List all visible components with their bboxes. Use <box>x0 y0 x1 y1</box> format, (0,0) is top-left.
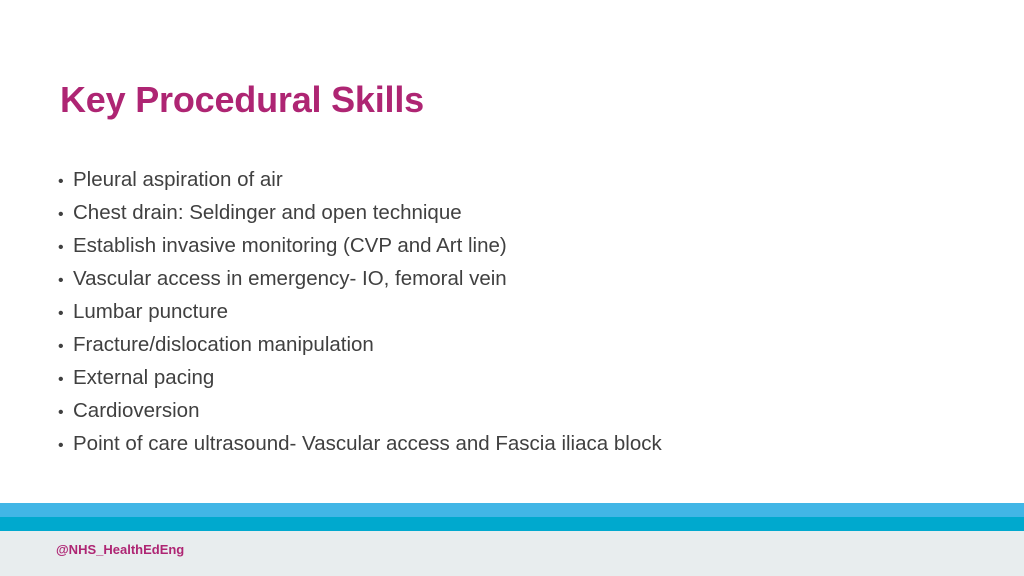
bullet-text: Vascular access in emergency- IO, femoral vein <box>73 267 507 290</box>
bullet-text: Pleural aspiration of air <box>73 168 283 191</box>
bullet-item-pleural-aspiration <box>58 163 662 196</box>
bullet-item-ultrasound <box>58 427 662 460</box>
footer-bar <box>0 531 1024 576</box>
bullet-item-vascular-access <box>58 262 662 295</box>
slide-title: Key Procedural Skills <box>60 79 424 120</box>
bullet-item-cardioversion <box>58 394 662 427</box>
bullet-item-fracture-manipulation <box>58 328 662 361</box>
bullet-list <box>58 163 662 460</box>
bullet-text: Chest drain: Seldinger and open technique <box>73 201 462 224</box>
bullet-icon: • <box>58 338 64 355</box>
bullet-icon: • <box>58 371 64 388</box>
bullet-item-invasive-monitoring <box>58 229 662 262</box>
bullet-text: Fracture/dislocation manipulation <box>73 333 374 356</box>
bullet-icon: • <box>58 305 64 322</box>
footer-band-light-blue <box>0 503 1024 517</box>
bullet-icon: • <box>58 272 64 289</box>
bullet-text: Establish invasive monitoring (CVP and Art line) <box>73 234 507 257</box>
bullet-icon: • <box>58 239 64 256</box>
bullet-item-external-pacing <box>58 361 662 394</box>
bullet-icon: • <box>58 437 64 454</box>
bullet-icon: • <box>58 173 64 190</box>
bullet-text: Point of care ultrasound- Vascular access and Fascia iliaca block <box>73 432 662 455</box>
bullet-icon: • <box>58 404 64 421</box>
bullet-item-lumbar-puncture <box>58 295 662 328</box>
social-handle: @NHS_HealthEdEng <box>56 542 185 557</box>
bullet-item-chest-drain <box>58 196 662 229</box>
bullet-text: External pacing <box>73 366 215 389</box>
footer-band-blue <box>0 517 1024 531</box>
bullet-text: Cardioversion <box>73 399 200 422</box>
bullet-text: Lumbar puncture <box>73 300 228 323</box>
bullet-icon: • <box>58 206 64 223</box>
